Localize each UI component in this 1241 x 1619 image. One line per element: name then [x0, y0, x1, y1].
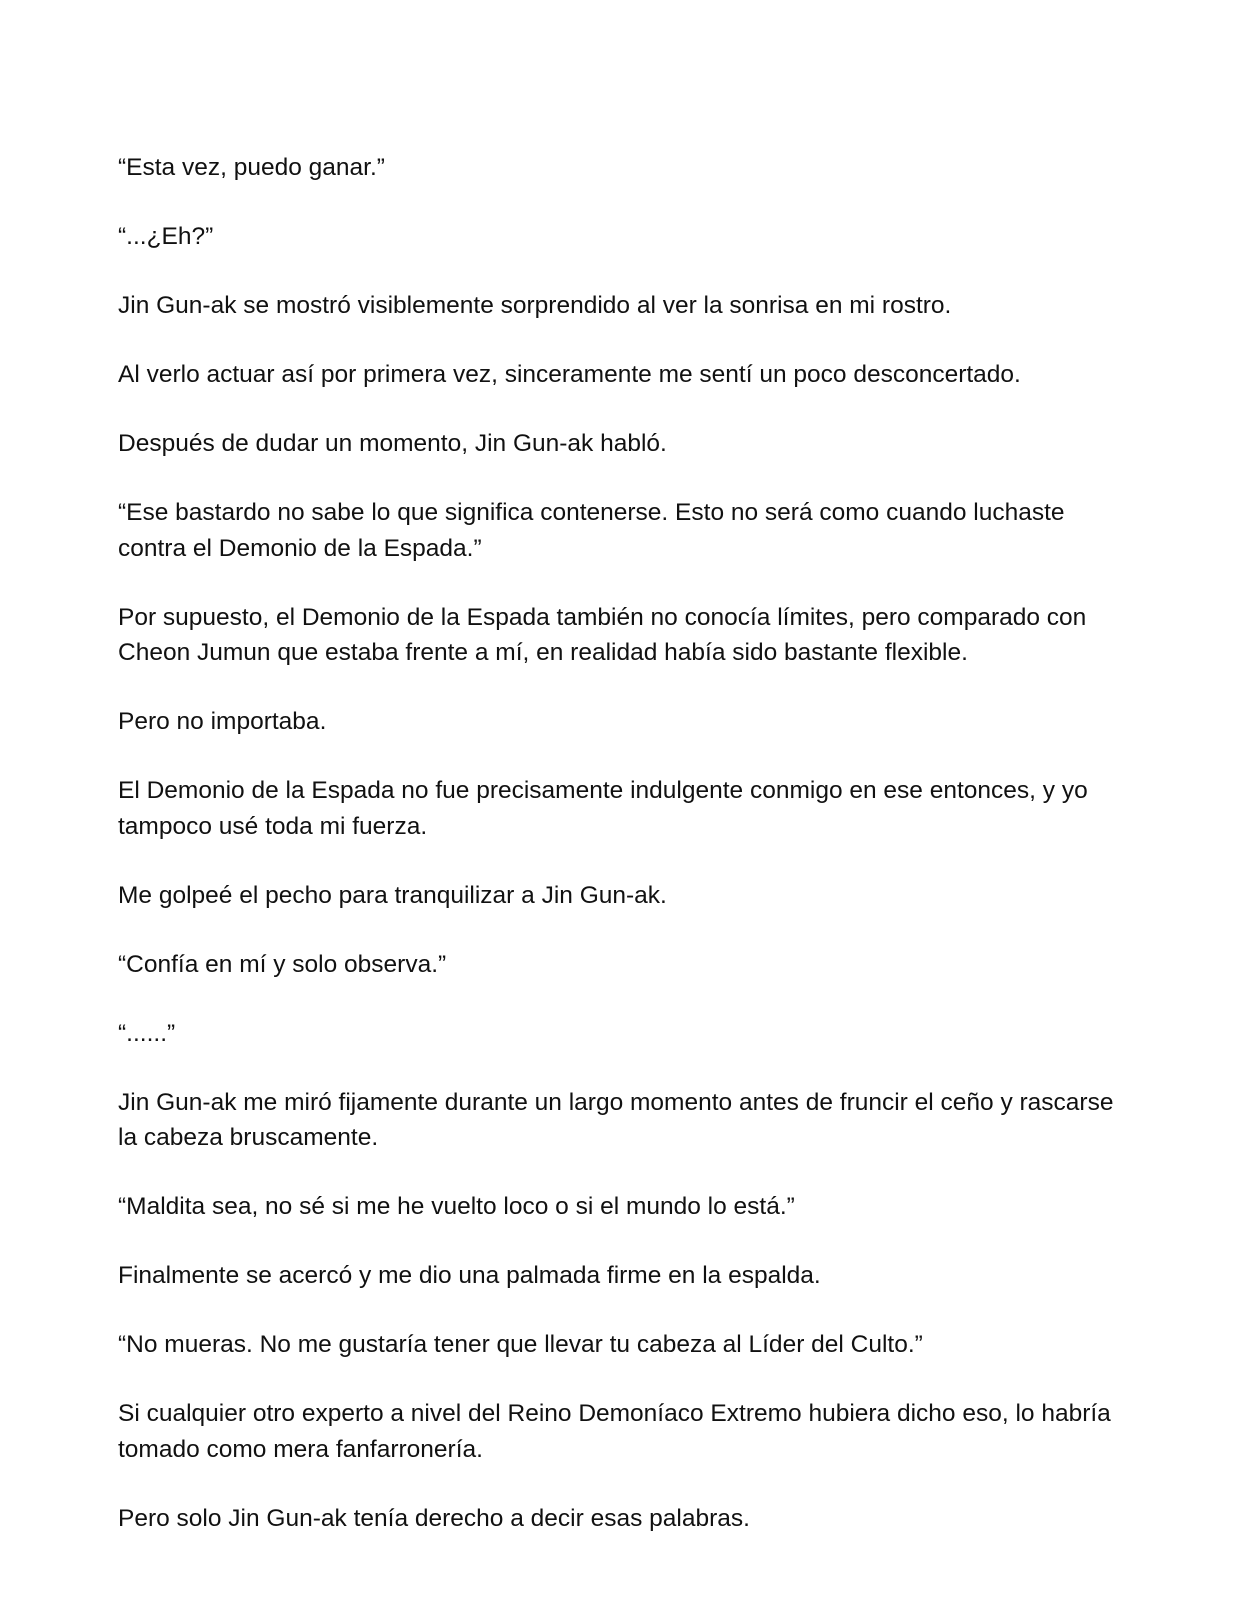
paragraph-7: Por supuesto, el Demonio de la Espada también no conocía límites, pero comparado con Cheon Jumun que estaba frente a mí, en realidad había sido bastante flexible.: [118, 603, 1087, 666]
paragraph-9: El Demonio de la Espada no fue precisamente indulgente conmigo en ese entonces, y yo tampoco usé toda mi fuerza.: [118, 777, 1088, 840]
paragraph-6: “Ese bastardo no sabe lo que significa contenerse. Esto no será como cuando luchaste contra el Demonio de la Espada.”: [118, 499, 1065, 562]
paragraph-1: “Esta vez, puedo ganar.”: [118, 154, 385, 181]
paragraph-8: Pero no importaba.: [118, 708, 327, 735]
paragraph-3: Jin Gun-ak se mostró visiblemente sorprendido al ver la sonrisa en mi rostro.: [118, 292, 952, 319]
paragraph-13: Jin Gun-ak me miró fijamente durante un largo momento antes de fruncir el ceño y rascarse la cabeza bruscamente.: [118, 1088, 1114, 1151]
paragraph-17: Si cualquier otro experto a nivel del Reino Demoníaco Extremo hubiera dicho eso, lo habría tomado como mera fanfarronería.: [118, 1400, 1111, 1463]
paragraph-10: Me golpeé el pecho para tranquilizar a Jin Gun-ak.: [118, 881, 667, 909]
paragraph-15: Finalmente se acercó y me dio una palmada firme en la espalda.: [118, 1262, 821, 1289]
paragraph-16: “No mueras. No me gustaría tener que llevar tu cabeza al Líder del Culto.”: [118, 1331, 923, 1358]
paragraph-11: “Confía en mí y solo observa.”: [118, 950, 447, 978]
paragraph-5: Después de dudar un momento, Jin Gun-ak habló.: [118, 430, 667, 457]
document-body: [118, 150, 1128, 1570]
paragraph-12: “......”: [118, 1019, 176, 1047]
paragraph-2: “...¿Eh?”: [118, 223, 214, 250]
paragraph-18: Pero solo Jin Gun-ak tenía derecho a decir esas palabras.: [118, 1504, 750, 1532]
paragraph-4: Al verlo actuar así por primera vez, sinceramente me sentí un poco desconcertado.: [118, 361, 1021, 388]
paragraph-14: “Maldita sea, no sé si me he vuelto loco o si el mundo lo está.”: [118, 1193, 795, 1220]
